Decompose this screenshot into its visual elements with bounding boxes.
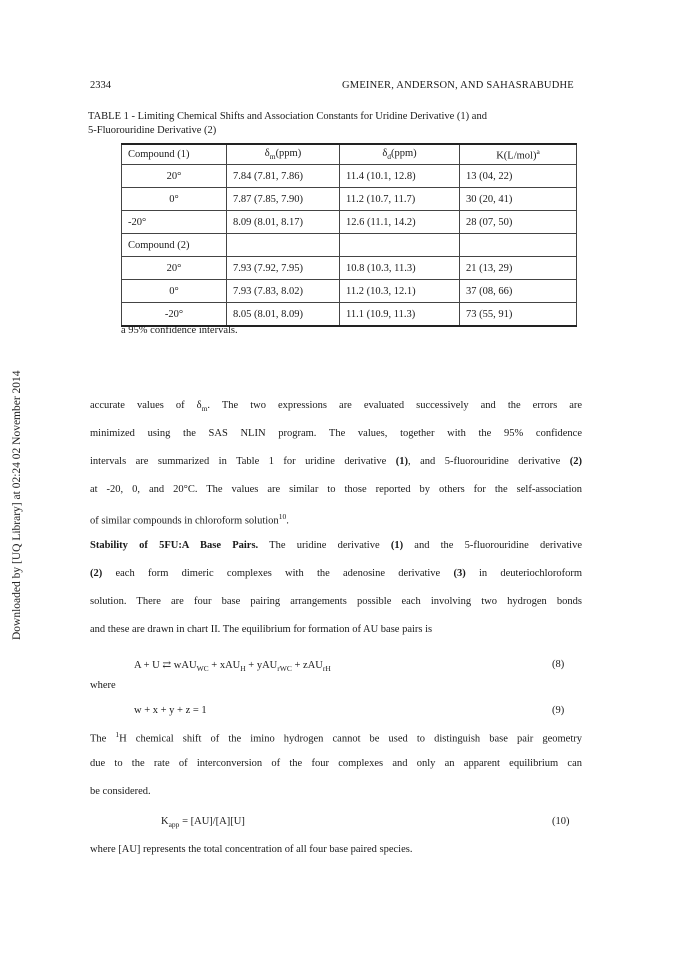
table-cell: [340, 234, 460, 257]
body-line: of similar compounds in chloroform solution$^{10}$.: [90, 512, 289, 527]
table-cell: [227, 234, 340, 257]
download-watermark: [0, 0, 22, 961]
table-cell: 10.8 (10.3, 11.3): [340, 257, 460, 280]
body-line: and these are drawn in chart II. The equilibrium for formation of AU base pairs is: [90, 624, 433, 635]
equation-number: (9): [552, 705, 565, 716]
table-row: [122, 211, 577, 234]
table-cell: 8.09 (8.01, 8.17): [227, 211, 340, 234]
body-line: be considered.: [90, 786, 151, 797]
table-header-cell: $K(L/mol)^a$: [460, 144, 577, 165]
running-header-authors: GMEINER, ANDERSON, AND SAHASRABUDHE: [342, 80, 574, 91]
table-cell: 28 (07, 50): [460, 211, 577, 234]
equation-8: A + U ⇄ wAU$_{WC}$ + xAU$_H$ + yAU$_{rWC}$ + zAU$_{rH}$: [134, 660, 331, 674]
table-cell: 11.2 (10.3, 12.1): [340, 280, 460, 303]
table-cell: Compound (2): [122, 234, 227, 257]
table-cell: 13 (04, 22): [460, 165, 577, 188]
table-row: [122, 188, 577, 211]
table-cell: 20°: [122, 165, 227, 188]
table-cell: 11.2 (10.7, 11.7): [340, 188, 460, 211]
table-cell: 7.93 (7.83, 8.02): [227, 280, 340, 303]
equation-number: (8): [552, 659, 565, 670]
body-line: minimized using the SAS NLIN program. The values, together with the 95% confidence: [90, 428, 582, 439]
equation-10: $K_{app} = [AU]/[A][U]$: [161, 816, 245, 830]
table-cell: 0°: [122, 188, 227, 211]
body-line: intervals are summarized in Table 1 for uridine derivative (1), and 5-fluorouridine derivative (2): [90, 456, 582, 467]
table-cell: 20°: [122, 257, 227, 280]
body-line: (2) each form dimeric complexes with the adenosine derivative (3) in deuteriochloroform: [90, 568, 582, 579]
table-header-row: [122, 144, 577, 165]
table-cell: 30 (20, 41): [460, 188, 577, 211]
table-cell: 7.93 (7.92, 7.95): [227, 257, 340, 280]
table-caption-line: 5-Fluorouridine Derivative (2): [88, 125, 217, 136]
table-cell: 8.05 (8.01, 8.09): [227, 303, 340, 327]
table-caption: [88, 110, 588, 138]
table-header-cell: $\delta_m(ppm)$: [227, 144, 340, 165]
table-row: [122, 303, 577, 327]
body-line: where [AU] represents the total concentration of all four base paired species.: [90, 844, 413, 855]
table-row: [122, 280, 577, 303]
body-line: due to the rate of interconversion of the four complexes and only an apparent equilibrium can: [90, 758, 582, 769]
page-number: 2334: [90, 80, 111, 91]
body-line: The $^1$H chemical shift of the imino hydrogen cannot be used to distinguish base pair geometry: [90, 730, 583, 745]
table-cell: 21 (13, 29): [460, 257, 577, 280]
table-row: [122, 257, 577, 280]
table-header-cell: Compound (1): [122, 144, 227, 165]
table-footnote: a 95% confidence intervals.: [121, 325, 238, 336]
body-line: accurate values of $\delta_m$. The two expressions are evaluated successively and the errors are: [90, 400, 583, 414]
table-cell: 12.6 (11.1, 14.2): [340, 211, 460, 234]
table-cell: 11.4 (10.1, 12.8): [340, 165, 460, 188]
table-cell: -20°: [122, 303, 227, 327]
equation-9: w + x + y + z = 1: [134, 705, 207, 716]
where-label: where: [90, 680, 116, 691]
table-cell: 0°: [122, 280, 227, 303]
table-cell: [460, 234, 577, 257]
data-table: [121, 143, 577, 327]
table-cell: -20°: [122, 211, 227, 234]
table-cell: 37 (08, 66): [460, 280, 577, 303]
body-line: solution. There are four base pairing arrangements possible each involving two hydrogen bonds: [90, 596, 582, 607]
table-cell: 11.1 (10.9, 11.3): [340, 303, 460, 327]
table-header-cell: $\delta_d(ppm)$: [340, 144, 460, 165]
section-heading: Stability of 5FU:A Base Pairs.: [90, 540, 259, 551]
table-row: [122, 234, 577, 257]
table-cell: 73 (55, 91): [460, 303, 577, 327]
table-caption-line: TABLE 1 - Limiting Chemical Shifts and Association Constants for Uridine Derivative (1) and: [88, 111, 487, 122]
download-watermark-text: Downloaded by [UQ Library] at 02:24 02 November 2014: [11, 370, 23, 640]
table-row: [122, 165, 577, 188]
body-line: Stability of 5FU:A Base Pairs. The uridine derivative (1) and the 5-fluorouridine derivative: [90, 540, 582, 551]
body-line: at -20, 0, and 20°C. The values are similar to those reported by others for the self-association: [90, 484, 582, 495]
table-cell: 7.84 (7.81, 7.86): [227, 165, 340, 188]
table-cell: 7.87 (7.85, 7.90): [227, 188, 340, 211]
equation-number: (10): [552, 816, 570, 827]
